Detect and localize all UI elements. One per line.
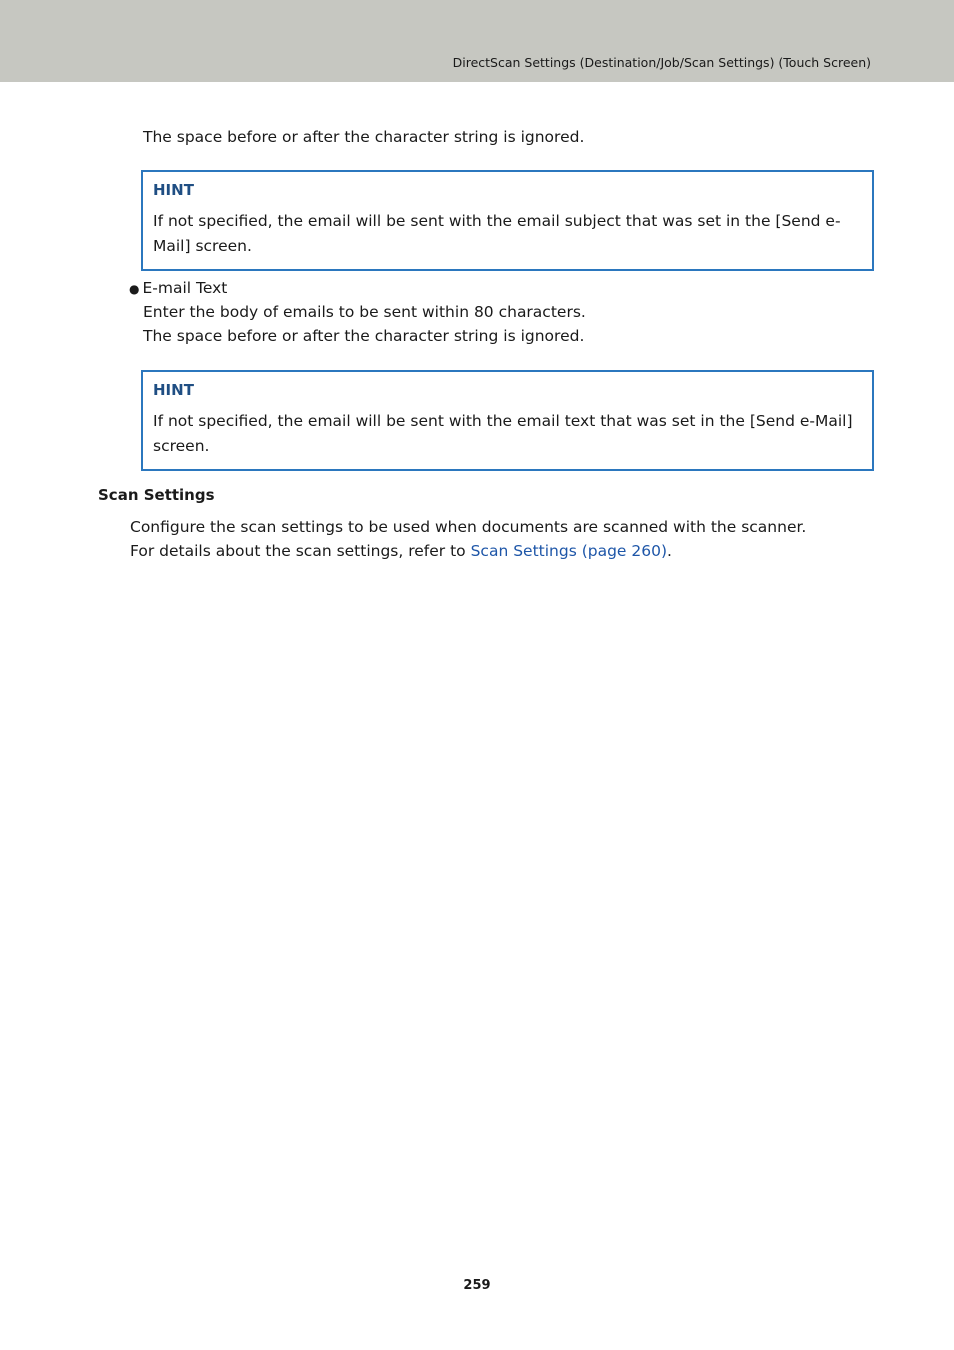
email-text-limit: Enter the body of emails to be sent within 80 characters.	[143, 303, 586, 321]
hint-label: HINT	[153, 181, 194, 199]
hint-text: If not specified, the email will be sent with the email subject that was set in the [Send e-Mail] screen.	[153, 212, 841, 255]
reference-prefix: For details about the scan settings, refer to	[130, 542, 471, 560]
subject-note: The space before or after the character string is ignored.	[143, 128, 585, 146]
bullet-icon: ●	[129, 282, 140, 296]
email-text-note: The space before or after the character string is ignored.	[143, 327, 585, 345]
section-heading-scan-settings: Scan Settings	[98, 486, 215, 504]
email-text-item	[129, 278, 227, 299]
page-number: 259	[463, 1278, 491, 1293]
header-band	[0, 0, 954, 82]
scan-settings-reference	[130, 541, 672, 561]
email-text-title: E-mail Text	[142, 279, 228, 297]
header-title: DirectScan Settings (Destination/Job/Scan Settings) (Touch Screen)	[452, 55, 871, 70]
scan-settings-description: Configure the scan settings to be used when documents are scanned with the scanner.	[130, 518, 807, 536]
hint-label: HINT	[153, 381, 194, 399]
hint-text: If not specified, the email will be sent with the email text that was set in the [Send e-Mail] screen.	[153, 412, 853, 455]
hint-box-text	[141, 370, 874, 471]
reference-suffix: .	[667, 542, 672, 560]
hint-box-subject	[141, 170, 874, 271]
scan-settings-link[interactable]: Scan Settings (page 260)	[470, 542, 668, 560]
